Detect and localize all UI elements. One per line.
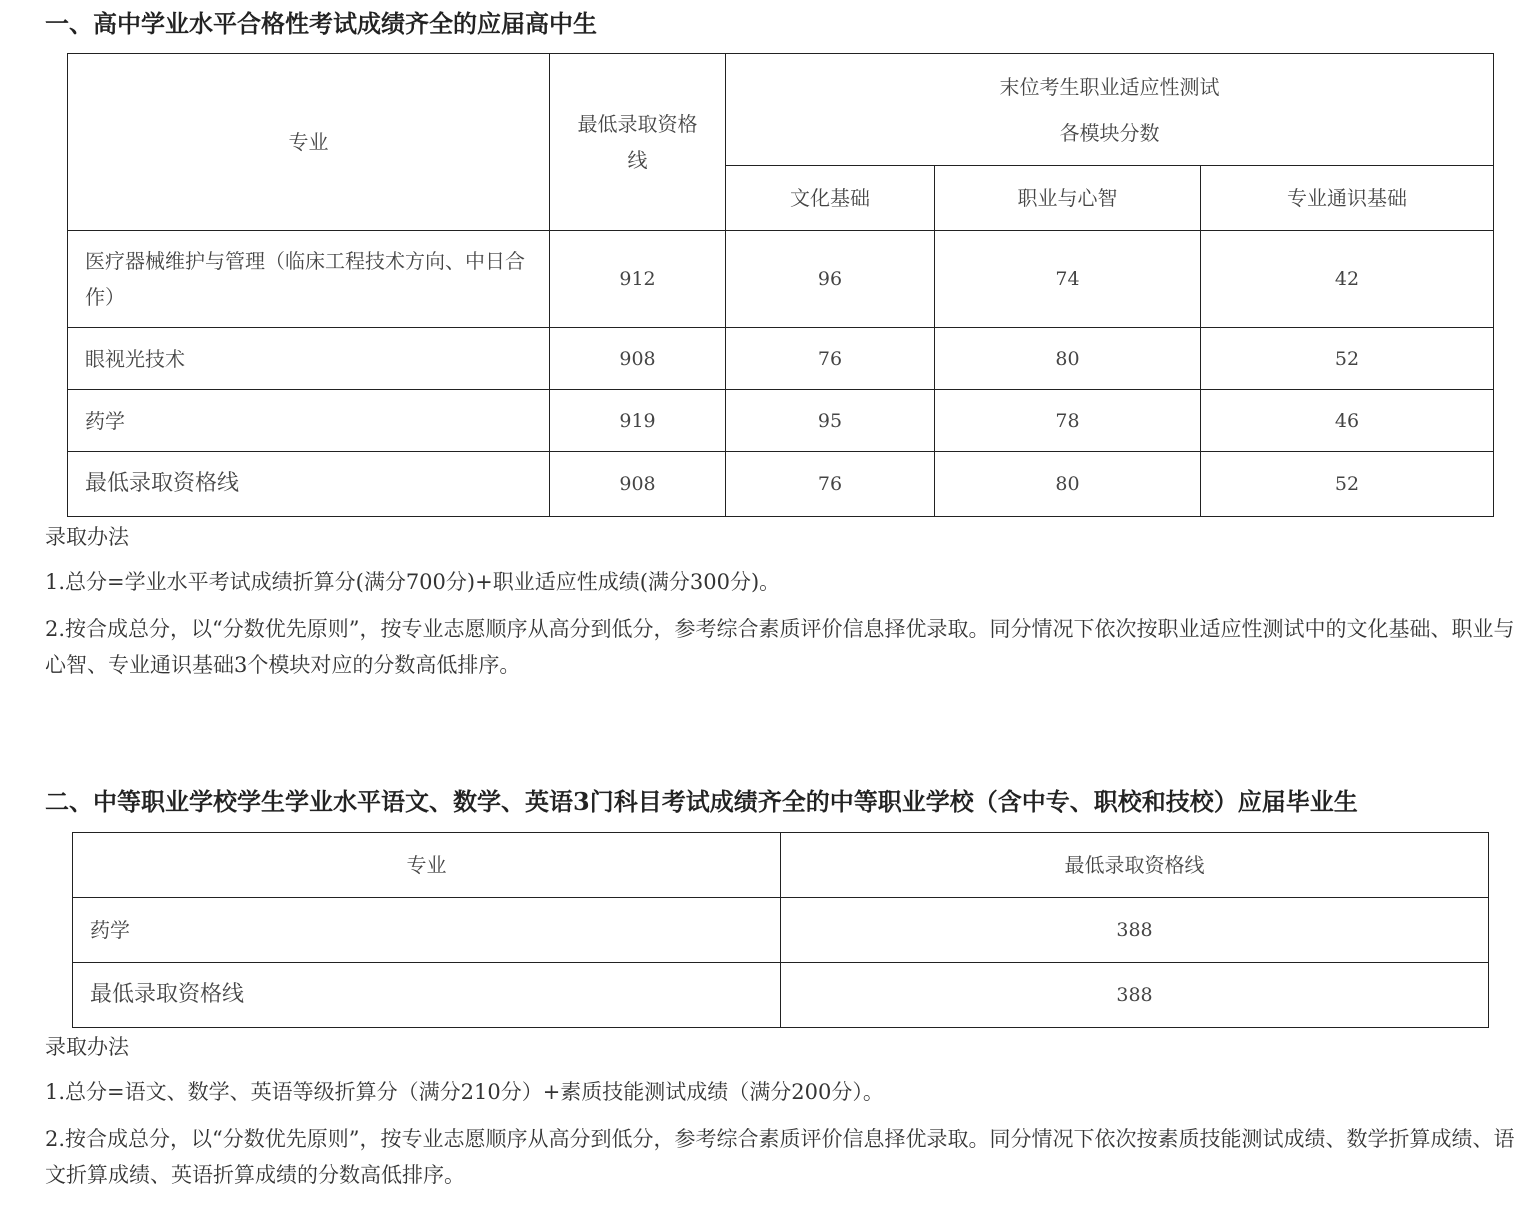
row-min-line: 908 <box>550 328 726 390</box>
header-major: 专业 <box>68 54 550 231</box>
row-general: 52 <box>1201 452 1494 517</box>
row-career: 74 <box>935 231 1201 328</box>
header-test-group-line1: 末位考生职业适应性测试 <box>999 74 1220 99</box>
section1-heading: 一、高中学业水平合格性考试成绩齐全的应届高中生 <box>45 9 597 38</box>
row-min-line: 388 <box>781 963 1489 1028</box>
row-general: 46 <box>1201 390 1494 452</box>
section2-heading: 二、中等职业学校学生学业水平语文、数学、英语3门科目考试成绩齐全的中等职业学校（含中专、职校和技校）应届毕业生 <box>45 787 1358 816</box>
table-row <box>68 452 1494 517</box>
section2-score-table <box>72 832 1489 1028</box>
section1-method-title: 录取办法 <box>45 525 129 549</box>
row-major: 眼视光技术 <box>68 328 550 390</box>
table-row <box>68 328 1494 390</box>
header-min-line: 最低录取资格线 <box>781 833 1489 898</box>
section1-rule-1: 1.总分=学业水平考试成绩折算分(满分700分)+职业适应性成绩(满分300分)。 <box>45 570 781 594</box>
row-major: 最低录取资格线 <box>68 452 550 517</box>
row-min-line: 388 <box>781 898 1489 963</box>
section2-rule-2: 2.按合成总分，以“分数优先原则”，按专业志愿顺序从高分到低分，参考综合素质评价信息择优录取。同分情况下依次按素质技能测试成绩、数学折算成绩、语文折算成绩、英语折算成绩的分数高低排序。 <box>45 1127 1515 1187</box>
row-major: 药学 <box>73 898 781 963</box>
row-career: 78 <box>935 390 1201 452</box>
row-culture: 95 <box>726 390 935 452</box>
header-career: 职业与心智 <box>935 166 1201 231</box>
table-row <box>73 898 1489 963</box>
header-min-line: 最低录取资格线 <box>550 54 726 231</box>
table-row <box>73 963 1489 1028</box>
row-career: 80 <box>935 328 1201 390</box>
row-min-line: 908 <box>550 452 726 517</box>
row-career: 80 <box>935 452 1201 517</box>
row-major: 最低录取资格线 <box>73 963 781 1028</box>
header-test-group <box>726 54 1494 166</box>
section1-rule-2: 2.按合成总分，以“分数优先原则”，按专业志愿顺序从高分到低分，参考综合素质评价信息择优录取。同分情况下依次按职业适应性测试中的文化基础、职业与心智、专业通识基础3个模块对应的分数高低排序。 <box>45 617 1515 677</box>
table-row <box>68 231 1494 328</box>
row-min-line: 919 <box>550 390 726 452</box>
row-culture: 76 <box>726 452 935 517</box>
section2-method-title: 录取办法 <box>45 1035 129 1059</box>
row-general: 42 <box>1201 231 1494 328</box>
table-row <box>68 390 1494 452</box>
section2-rule-1: 1.总分=语文、数学、英语等级折算分（满分210分）+素质技能测试成绩（满分200分）。 <box>45 1080 884 1104</box>
header-major: 专业 <box>73 833 781 898</box>
row-major: 药学 <box>68 390 550 452</box>
row-culture: 96 <box>726 231 935 328</box>
row-culture: 76 <box>726 328 935 390</box>
row-major: 医疗器械维护与管理（临床工程技术方向、中日合作） <box>68 231 550 328</box>
row-general: 52 <box>1201 328 1494 390</box>
header-general: 专业通识基础 <box>1201 166 1494 231</box>
row-min-line: 912 <box>550 231 726 328</box>
section1-score-table <box>67 53 1494 517</box>
header-test-group-line2: 各模块分数 <box>1059 120 1160 145</box>
header-culture: 文化基础 <box>726 166 935 231</box>
